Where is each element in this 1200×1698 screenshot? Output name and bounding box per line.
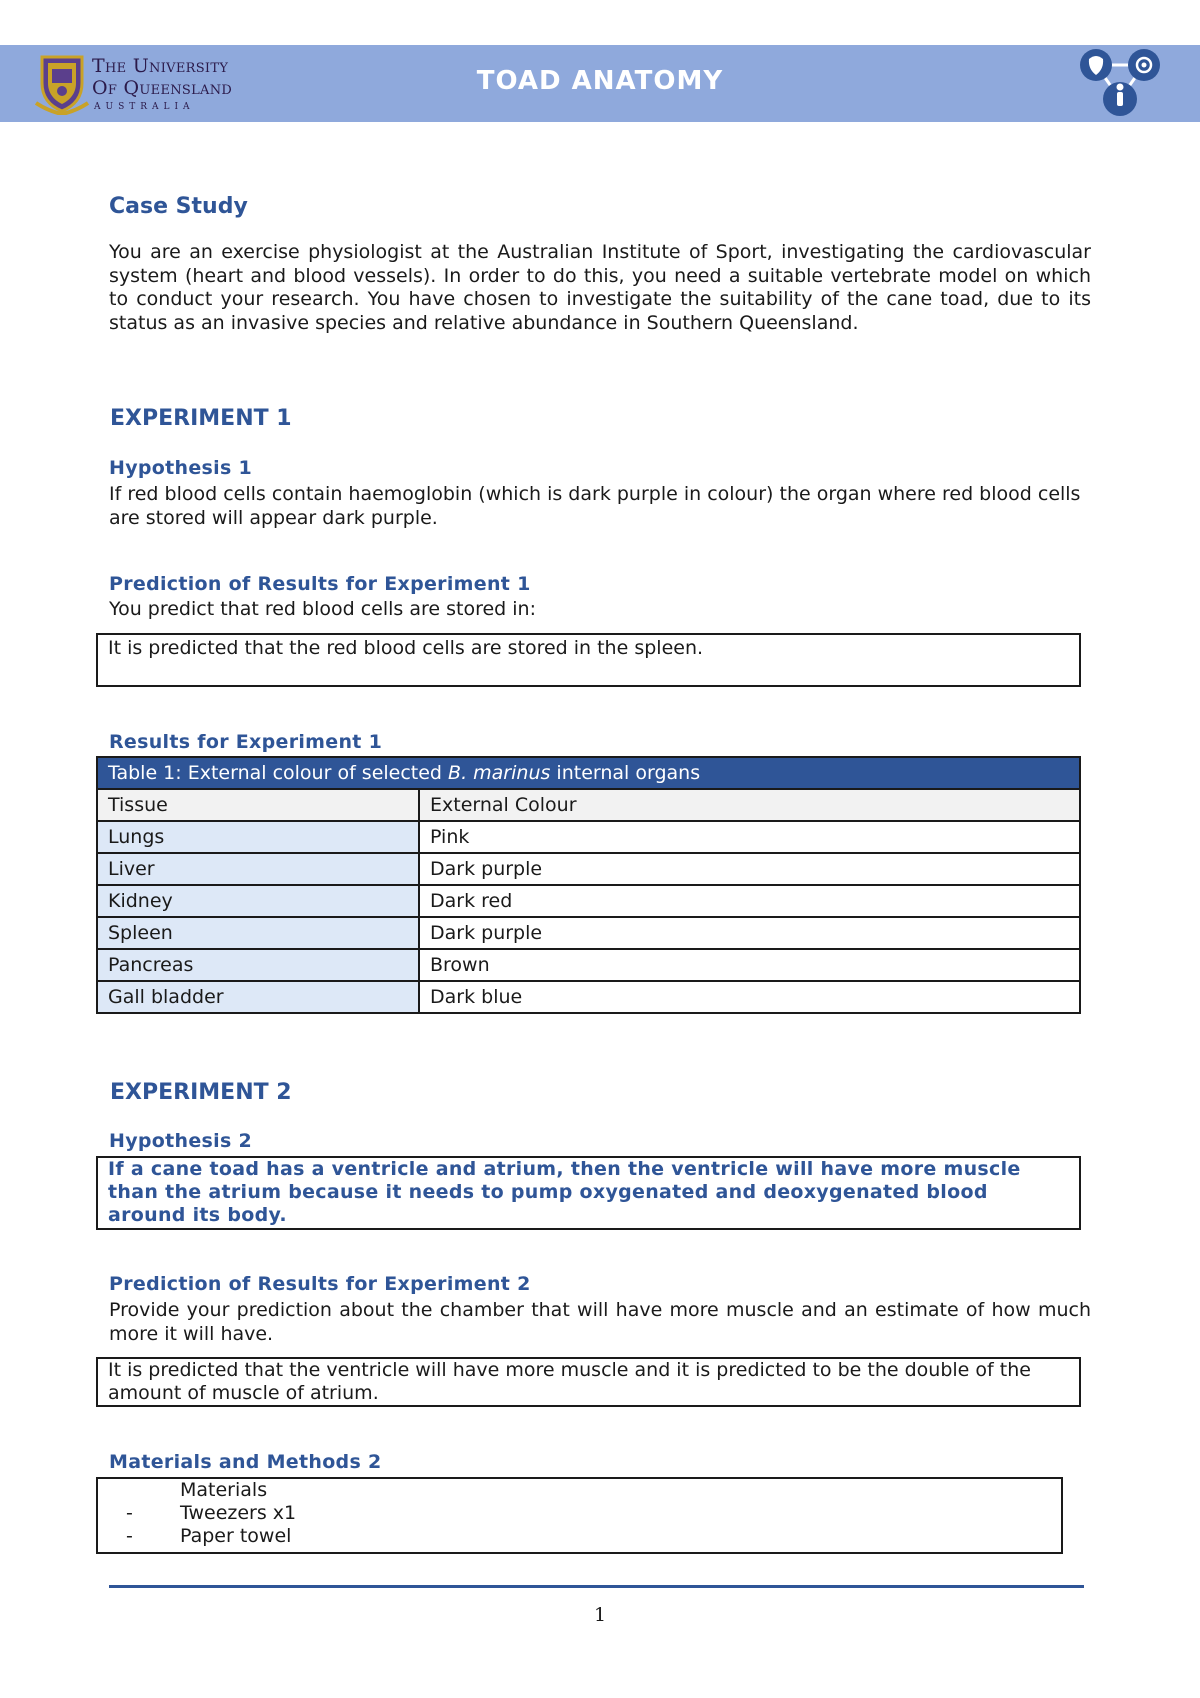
case-study-text: You are an exercise physiologist at the Australian Institute of Sport, investigating the cardiovascular system (heart and blood vessels). In order to do this, you need a suitable vertebrate model on which to conduct your research. You have chosen to investigate the suitability of the cane toad, due to its status as an invasive species and relative abundance in Southern Queensland. [109,241,1091,334]
prediction2-prompt: Provide your prediction about the chamber that will have more muscle and an estimate of how much more it will have. [109,1299,1091,1345]
colour-cell: Brown [419,949,1080,981]
tissue-cell: Pancreas [97,949,419,981]
materials-box[interactable] [96,1477,1063,1554]
colour-cell: Dark purple [419,853,1080,885]
experiment1-heading: EXPERIMENT 1 [110,406,292,431]
column-header-tissue: Tissue [97,789,419,821]
body-systems-icon [1070,47,1170,121]
prediction1-heading: Prediction of Results for Experiment 1 [109,573,531,595]
prediction2-heading: Prediction of Results for Experiment 2 [109,1273,531,1295]
university-country: AUSTRALIA [94,102,195,112]
organ-colour-table [96,756,1081,1014]
table-row [97,885,1080,917]
prediction1-answer-box[interactable] [96,633,1081,687]
hypothesis2-answer: If a cane toad has a ventricle and atrium, then the ventricle will have more muscle than the atrium because it needs to pump oxygenated and deoxygenated blood around its body. [108,1158,1021,1226]
table-row [97,949,1080,981]
prediction2-answer-box[interactable] [96,1357,1081,1407]
materials-label: Materials [180,1479,268,1501]
colour-cell: Dark red [419,885,1080,917]
hypothesis2-heading: Hypothesis 2 [109,1130,253,1152]
hypothesis1-heading: Hypothesis 1 [109,457,253,479]
hypothesis1-text: If red blood cells contain haemoglobin (which is dark purple in colour) the organ where red blood cells are stored will appear dark purple. [109,483,1081,529]
colour-cell: Dark purple [419,917,1080,949]
table-caption: Table 1: External colour of selected B. marinus internal organs [97,757,1080,789]
colour-cell: Dark blue [419,981,1080,1013]
university-name-line1: The University [92,55,229,77]
tissue-cell: Spleen [97,917,419,949]
tissue-cell: Lungs [97,821,419,853]
tissue-cell: Gall bladder [97,981,419,1013]
materials2-heading: Materials and Methods 2 [109,1451,382,1473]
hypothesis2-answer-box[interactable] [96,1156,1081,1230]
table-header-row [97,789,1080,821]
tissue-cell: Kidney [97,885,419,917]
tissue-cell: Liver [97,853,419,885]
colour-cell: Pink [419,821,1080,853]
results1-heading: Results for Experiment 1 [109,731,383,753]
table-row [97,917,1080,949]
table-row [97,821,1080,853]
case-study-heading: Case Study [109,194,248,219]
table-caption-row [97,757,1080,789]
footer-rule [109,1585,1084,1588]
experiment2-heading: EXPERIMENT 2 [110,1080,292,1105]
prediction2-answer: It is predicted that the ventricle will have more muscle and it is predicted to be the double of the amount of muscle of atrium. [108,1359,1031,1404]
document-title: TOAD ANATOMY [476,66,724,96]
prediction1-prompt: You predict that red blood cells are stored in: [109,598,536,620]
materials-list [108,1502,1051,1548]
table-row [97,981,1080,1013]
list-item: - Paper towel [126,1525,292,1547]
table-row [97,853,1080,885]
list-item: - Tweezers x1 [126,1502,297,1524]
prediction1-answer: It is predicted that the red blood cells are stored in the spleen. [108,637,704,659]
university-name-line2: Of Queensland [92,77,233,99]
column-header-colour: External Colour [419,789,1080,821]
page-number: 1 [593,1604,607,1626]
